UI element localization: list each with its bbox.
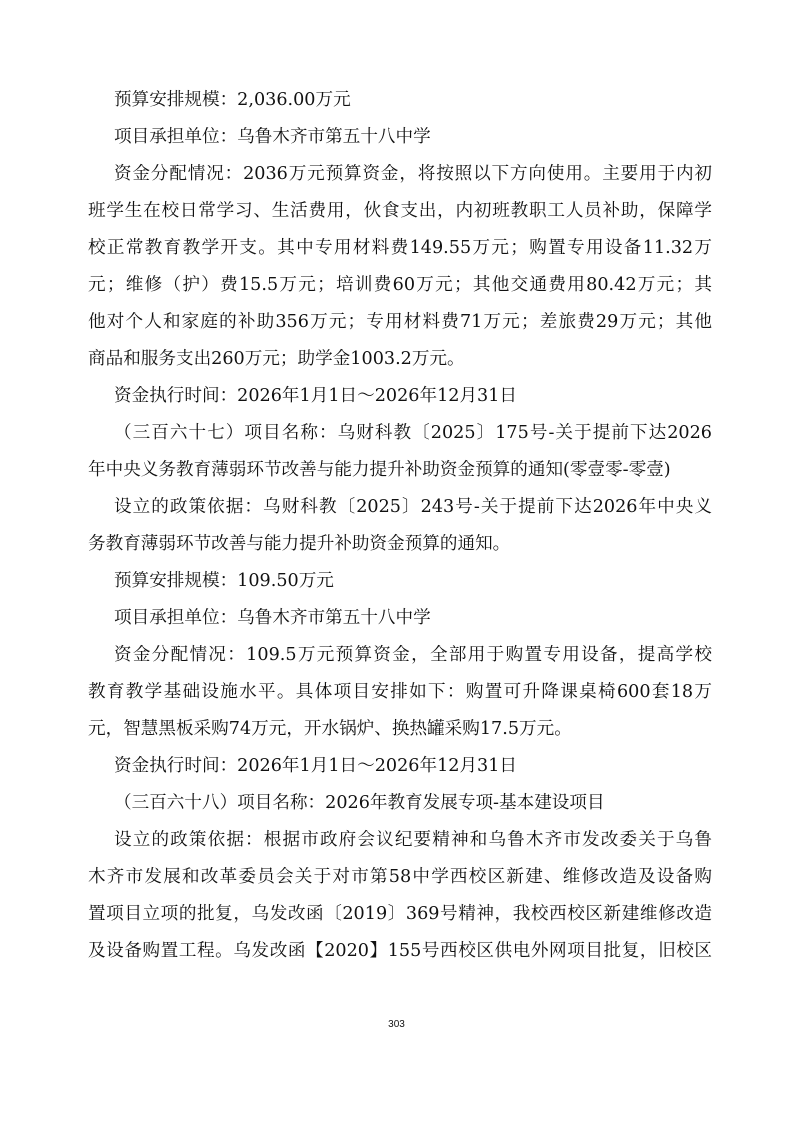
paragraph-line: 设立的政策依据：乌财科教〔2025〕243号-关于提前下达2026年中央义 xyxy=(114,497,712,517)
paragraph-line: 务教育薄弱环节改善与能力提升补助资金预算的通知。 xyxy=(88,534,511,554)
paragraph-line: 置项目立项的批复，乌发改函〔2019〕369号精神，我校西校区新建维修改造 xyxy=(88,904,712,924)
page-number: 303 xyxy=(388,1019,405,1030)
paragraph-line: 设立的政策依据：根据市政府会议纪要精神和乌鲁木齐市发改委关于乌鲁 xyxy=(114,830,712,850)
paragraph-line: 元；维修（护）费15.5万元；培训费60万元；其他交通费用80.42万元；其 xyxy=(88,275,712,295)
paragraph-line: 年中央义务教育薄弱环节改善与能力提升补助资金预算的通知(零壹零-零壹) xyxy=(88,460,671,480)
paragraph-line: 预算安排规模：109.50万元 xyxy=(114,571,334,591)
paragraph-line: 及设备购置工程。乌发改函【2020】155号西校区供电外网项目批复，旧校区 xyxy=(88,941,712,961)
paragraph-line: 元，智慧黑板采购74万元，开水锅炉、换热罐采购17.5万元。 xyxy=(88,719,572,739)
paragraph-line: 资金分配情况：109.5万元预算资金，全部用于购置专用设备，提高学校 xyxy=(114,645,712,665)
paragraph-line: 项目承担单位：乌鲁木齐市第五十八中学 xyxy=(114,608,431,628)
paragraph-line: 木齐市发展和改革委员会关于对市第58中学西校区新建、维修改造及设备购 xyxy=(88,867,712,887)
paragraph-line: （三百六十七）项目名称：乌财科教〔2025〕175号-关于提前下达2026 xyxy=(114,423,712,443)
paragraph-line: （三百六十八）项目名称：2026年教育发展专项-基本建设项目 xyxy=(114,793,605,813)
paragraph-line: 资金执行时间：2026年1月1日～2026年12月31日 xyxy=(114,756,518,776)
paragraph-line: 资金分配情况：2036万元预算资金，将按照以下方向使用。主要用于内初 xyxy=(114,164,712,184)
paragraph-line: 班学生在校日常学习、生活费用，伙食支出，内初班教职工人员补助，保障学 xyxy=(88,201,712,221)
paragraph-line: 校正常教育教学开支。其中专用材料费149.55万元；购置专用设备11.32万 xyxy=(88,238,712,258)
paragraph-line: 他对个人和家庭的补助356万元；专用材料费71万元；差旅费29万元；其他 xyxy=(88,312,712,332)
paragraph-line: 教育教学基础设施水平。具体项目安排如下：购置可升降课桌椅600套18万 xyxy=(88,682,712,702)
paragraph-line: 商品和服务支出260万元；助学金1003.2万元。 xyxy=(88,349,465,369)
paragraph-line: 预算安排规模：2,036.00万元 xyxy=(114,90,351,110)
paragraph-line: 项目承担单位：乌鲁木齐市第五十八中学 xyxy=(114,127,431,147)
paragraph-line: 资金执行时间：2026年1月1日～2026年12月31日 xyxy=(114,386,518,406)
